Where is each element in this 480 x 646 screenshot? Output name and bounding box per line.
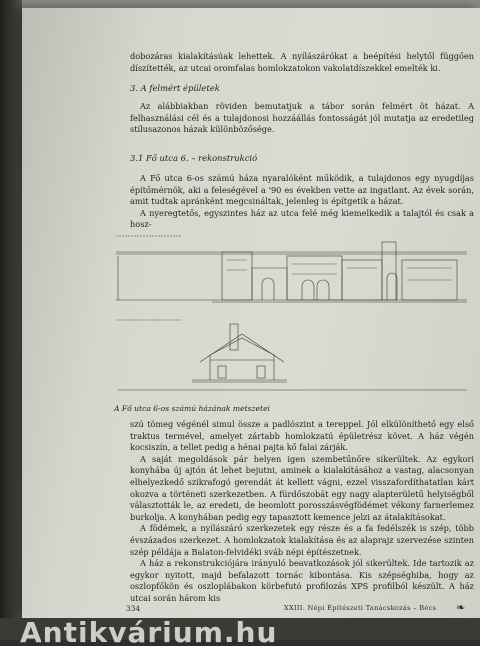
section-31-paragraph [130,173,474,231]
intro-paragraph [130,51,474,74]
paragraph-text: Az alábbiakban röviden bemutatjuk a tábor során felmért öt házat. A felhasználási cél és a tulajdonosi hozzáállás fontosságát jól mutatja az eredetileg stílusazonos házak különbözősége. [130,101,474,135]
section-heading-31: 3.1 Fő utca 6. – rekonstrukció [130,153,258,163]
page-number: 334 [126,604,141,613]
section-heading-3: 3. A felmért épületek [130,83,220,93]
figure-caption: A Fő utca 6-os számú házának metszetei [114,404,270,413]
paragraph-text: szú tömeg végénél simul össze a padlószint a tereppel. Jól elkülöníthető egy első traktus termével, amelyet zártabb homlokzatú épületrész követ. A ház végén kocsiszín, a tellet pedig a hénai pajta kő falai zárják. [130,419,474,453]
paragraph-text: A Fő utca 6-os számú háza nyaralóként működik, a tulajdonos egy nyugdíjas építőmérnök, aki a feleségével a '90 es években vette az ingatlant. Az évek során, amit tudtak apránként megcsináltak, jelenleg is építgetik a házat. [130,173,474,207]
section-3-paragraph [130,101,474,136]
watermark: Antikvárium.hu [20,616,278,646]
book-page [22,8,480,618]
paragraph-text: dobozáras kialakításúak lehettek. A nyílászárókat a beépítési helytől függően díszítették, az utcai oromfalas homlokzatokon vakolatdíszekkel emelték ki. [130,51,474,73]
paragraph-text: A ház a rekonstrukciójára irányuló beavatkozások jól sikerültek. Ide tartozik az egykor nyitott, majd befalazott tornác kibontása. Kis szépséghiba, hogy az oszlopfőkön és oszloplábakon körbefutó profilozás XPS profilból készült. A ház utcai során három kis [130,558,474,603]
book-spine [0,0,22,640]
paragraph-text: A saját megoldások pár helyen igen szembetűnőre sikerültek. Az egykori konyhába új ajtón át lehet bejutni, aminek a kialakításához a vastag, alacsonyan elhelyezkedő szikrafogó gerendát át kellett vágni, ezzel visszafordíthatatlan kárt okozva a történeti szerkezetben. A fürdőszobát egy nagy alapterületű helyiségből választották le, az eredeti, de beomlott porosszásvégfödémet vékony farnerlemez burkolja. A konyhában pedig egy tapasztott kemence jelzi az átalakításokat. [130,453,474,522]
running-footer: XXIII. Népi Építészeti Tanácskozás – Bécs [284,604,437,612]
leaf-ornament-icon: ❧ [456,601,466,614]
house-section-drawing [112,230,472,410]
paragraph-text: A födémek, a nyílászáró szerkezetek egy része és a fa fedélszék is szép, több évszázados szerkezet. A homlokzatok kialakítása és az alaprajz szervezése szinten szép példája a Balaton-felvidéki sváb népi építészetnek. [130,523,474,557]
body-text-after-figure [130,419,474,605]
paragraph-text: A nyeregtetős, egyszintes ház az utca felé még kiemelkedik a talajtól és csak a hosz- [130,207,474,230]
